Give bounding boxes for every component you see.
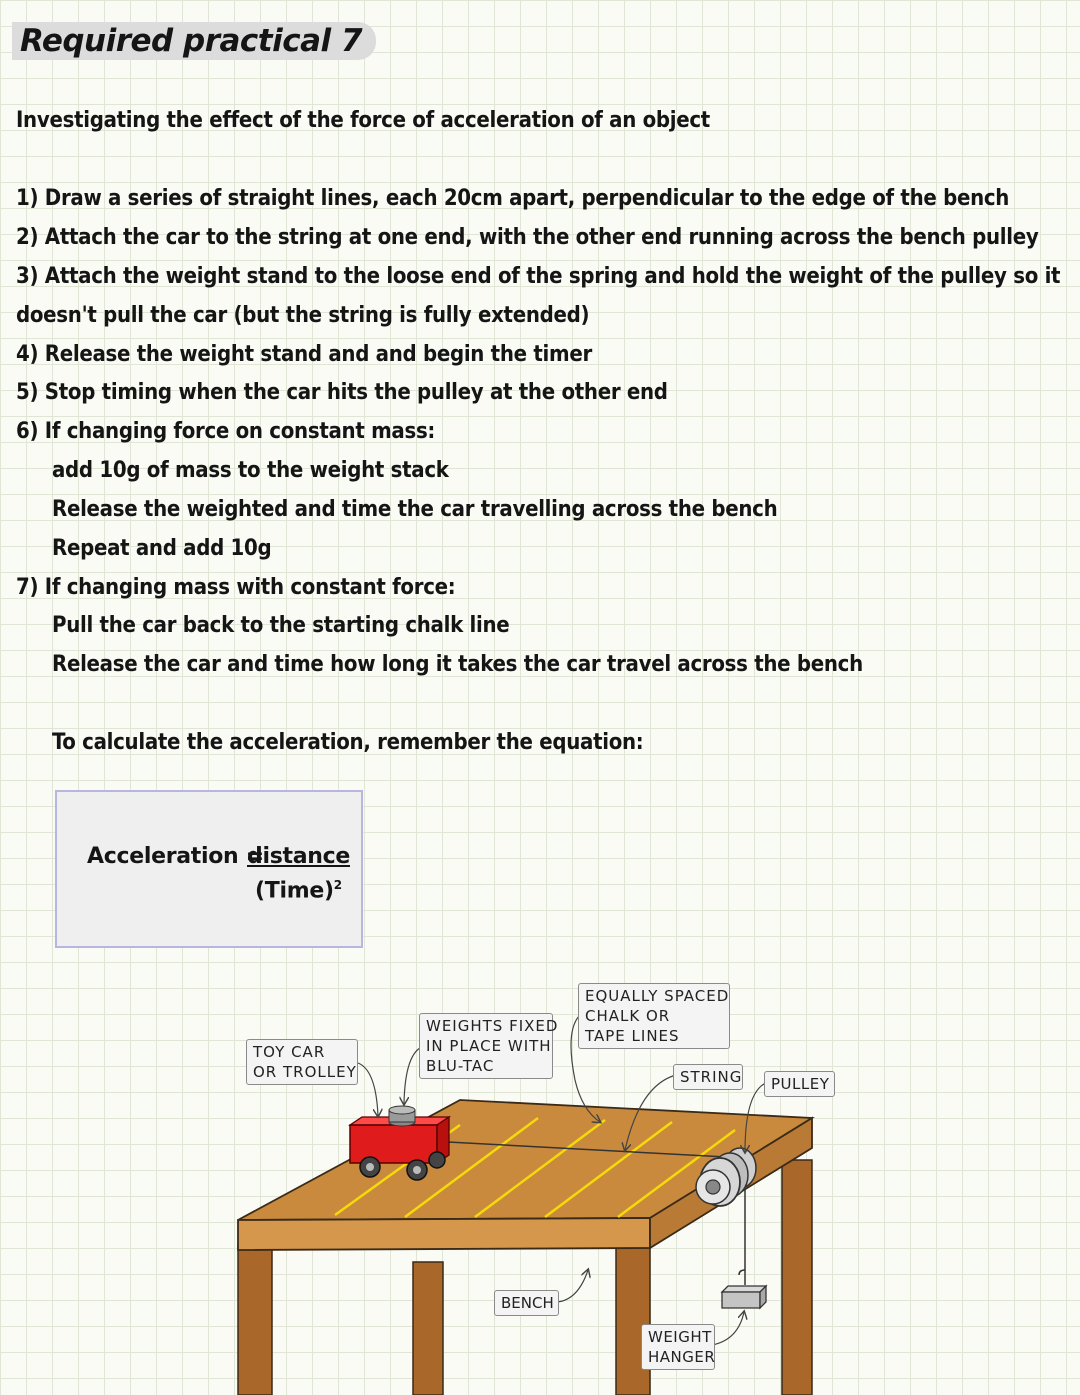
formula-exponent: 2: [333, 878, 342, 892]
label-toy-car: [246, 1039, 358, 1085]
step-line: 2) Attach the car to the string at one end, with the other end running across the bench pulley: [16, 225, 1039, 250]
step-line: 6) If changing force on constant mass:: [16, 419, 436, 444]
label-chalk-lines: [578, 983, 730, 1049]
step-subline: add 10g of mass to the weight stack: [52, 458, 449, 483]
label-bench-text: BENCH: [501, 1294, 554, 1312]
label-weight-hanger: [641, 1324, 715, 1370]
step-line: 4) Release the weight stand and and begin the timer: [16, 342, 592, 367]
label-toy-car-line: TOY CAR: [253, 1043, 326, 1061]
weight-hanger: [722, 1270, 766, 1308]
step-line: 1) Draw a series of straight lines, each 20cm apart, perpendicular to the edge of the bench: [16, 186, 1010, 211]
label-weights-line: WEIGHTS FIXED: [426, 1017, 559, 1035]
label-bench: [494, 1290, 559, 1316]
formula-label: Acceleration =: [87, 844, 264, 869]
page-title: Required practical 7: [12, 22, 376, 60]
label-toy-car-line: OR TROLLEY: [253, 1063, 357, 1081]
bench-leg-front-right: [616, 1245, 650, 1395]
step-line: 3) Attach the weight stand to the loose end of the spring and hold the weight of the pulley so it: [16, 264, 1061, 289]
step-subline: Release the car and time how long it takes the car travel across the bench: [52, 652, 863, 677]
label-string-text: STRING: [680, 1068, 743, 1086]
step-subline: Repeat and add 10g: [52, 536, 272, 561]
hanger-arrow: [712, 1312, 744, 1345]
step-line: 5) Stop timing when the car hits the pulley at the other end: [16, 380, 668, 405]
bench-arrow: [557, 1270, 588, 1302]
label-weight-hanger-line: WEIGHT: [648, 1328, 712, 1346]
label-weight-hanger-line: HANGER: [648, 1348, 716, 1366]
bench-leg-front-middle: [413, 1262, 443, 1395]
label-pulley-text: PULLEY: [771, 1075, 830, 1093]
bench-front-edge: [238, 1218, 650, 1250]
formula-numerator: distance: [247, 844, 350, 869]
label-chalk-line: TAPE LINES: [585, 1027, 680, 1045]
step-line: 7) If changing mass with constant force:: [16, 575, 456, 600]
equation-intro: To calculate the acceleration, remember the equation:: [52, 730, 644, 755]
step-subline: Pull the car back to the starting chalk line: [52, 613, 510, 638]
step-line: doesn't pull the car (but the string is fully extended): [16, 303, 590, 328]
label-weights-line: BLU-TAC: [426, 1057, 495, 1075]
label-string: [673, 1064, 743, 1090]
bench-leg-back-right: [782, 1160, 812, 1395]
step-subline: Release the weighted and time the car travelling across the bench: [52, 497, 778, 522]
label-weights-line: IN PLACE WITH: [426, 1037, 552, 1055]
label-chalk-line: CHALK OR: [585, 1007, 671, 1025]
toy-car-arrow: [358, 1063, 378, 1116]
subtitle: Investigating the effect of the force of acceleration of an object: [16, 108, 710, 133]
label-chalk-line: EQUALLY SPACED: [585, 987, 730, 1005]
bench-leg-front-left: [238, 1245, 272, 1395]
formula-denominator-text: (Time): [255, 878, 334, 904]
label-weights: [419, 1013, 559, 1079]
label-pulley: [764, 1071, 835, 1097]
